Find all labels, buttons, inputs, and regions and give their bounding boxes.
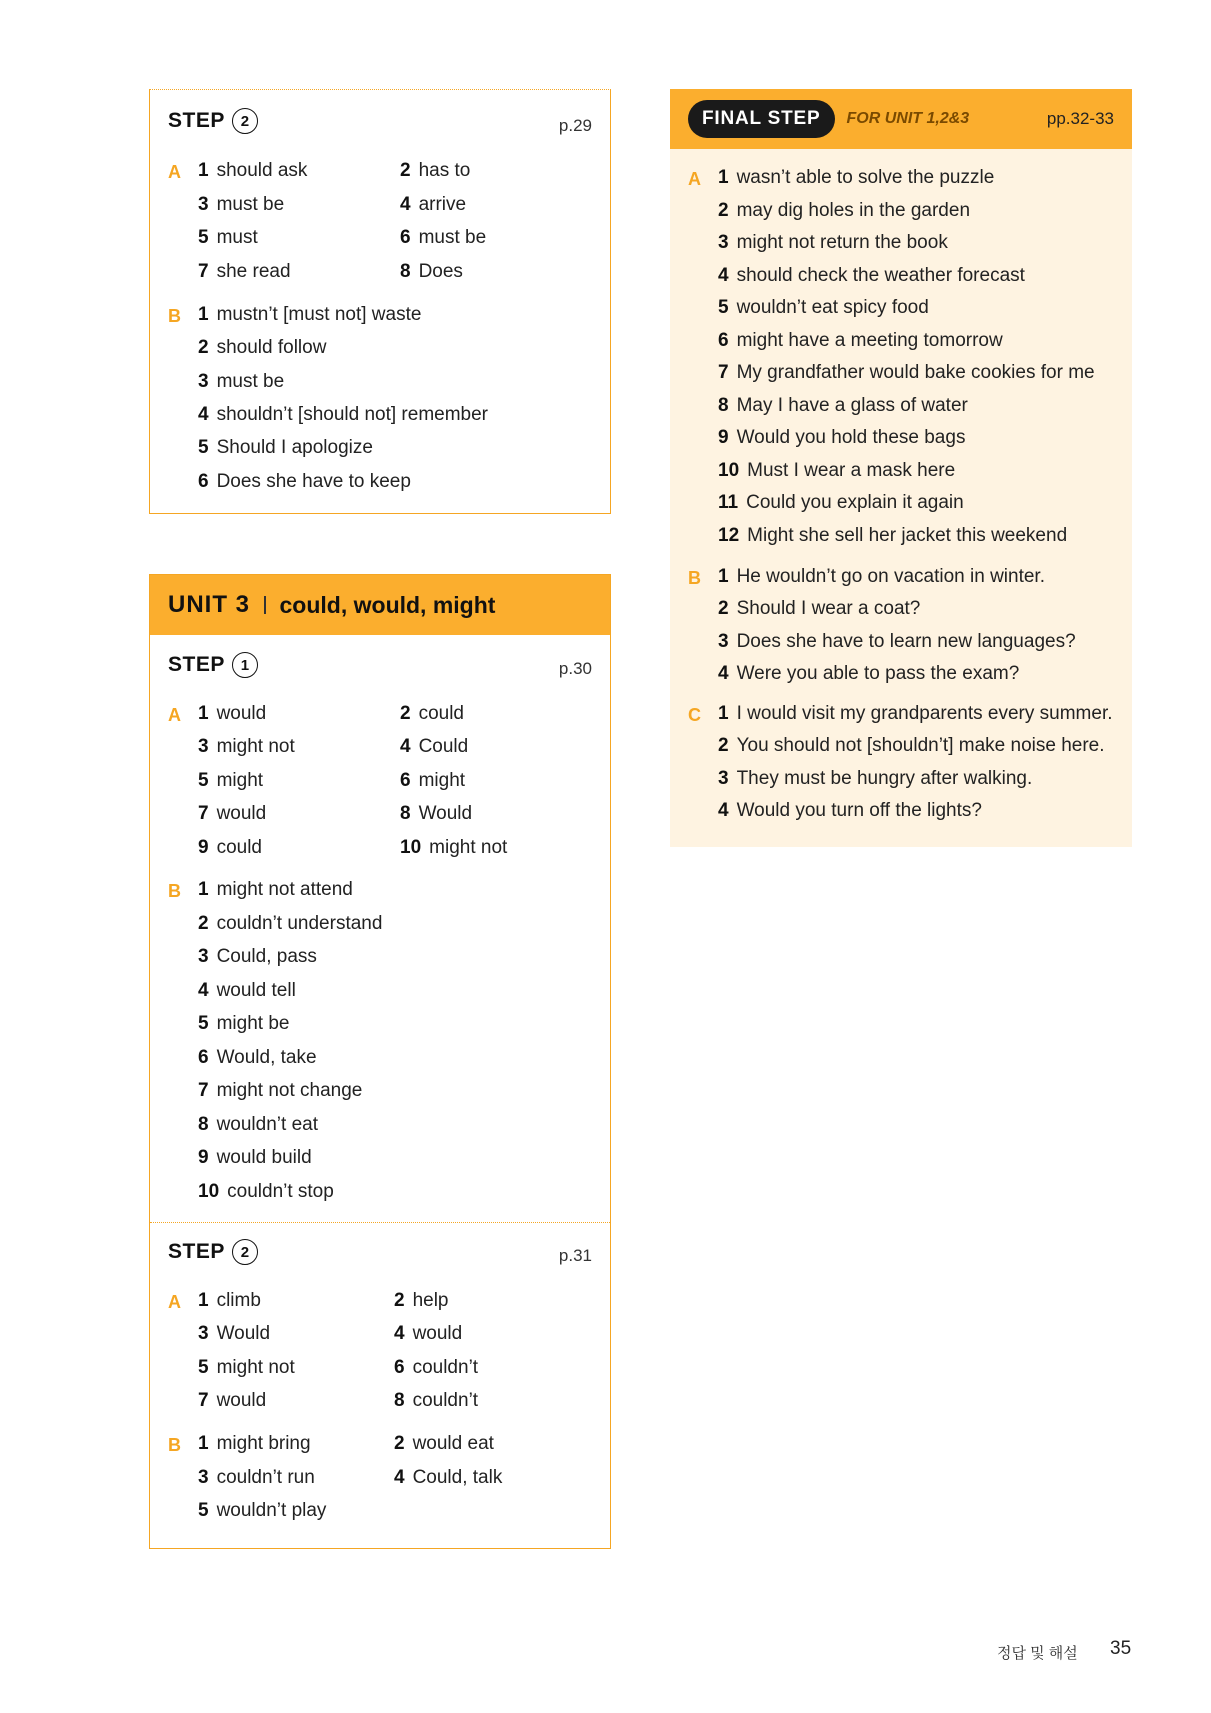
step-heading	[168, 652, 258, 678]
page-reference: pp.32-33	[1046, 109, 1114, 128]
answer-item: 3 might not	[198, 736, 295, 757]
unit-title: UNIT 3	[168, 591, 251, 618]
answer-item: 10 might not	[400, 837, 508, 858]
answer-item: 2 should follow	[198, 337, 327, 358]
answer-item: 5 might be	[198, 1013, 290, 1034]
answer-item: 1 climb	[198, 1290, 261, 1311]
page-reference: p.29	[558, 116, 592, 135]
section-letter-b: B	[168, 306, 181, 326]
page-number: 35	[1110, 1638, 1132, 1659]
step-number-circle: 2	[232, 1239, 258, 1265]
answer-item: 1 should ask	[198, 160, 308, 181]
answer-item: 3 might not return the book	[718, 232, 948, 253]
answer-item: 8 couldn’t	[394, 1390, 479, 1411]
answer-item: 9 could	[198, 837, 262, 858]
page-reference: p.31	[558, 1246, 592, 1265]
step-word: STEP	[168, 1240, 225, 1263]
unit3-header-bar	[150, 575, 610, 635]
section-letter-b: B	[168, 881, 181, 901]
final-step-header-bar	[670, 89, 1132, 149]
answer-item: 2 help	[394, 1290, 449, 1311]
answer-item: 12 Might she sell her jacket this weekend	[718, 525, 1068, 546]
answer-item: 4 shouldn’t [should not] remember	[198, 404, 489, 425]
answer-item: 2 may dig holes in the garden	[718, 200, 971, 221]
answer-item: 4 would tell	[198, 980, 296, 1001]
answer-item: 4 Could, talk	[394, 1467, 503, 1488]
section-divider	[150, 1222, 610, 1223]
answer-item: 9 Would you hold these bags	[718, 427, 966, 448]
answer-item: 3 must be	[198, 371, 285, 392]
answer-item: 4 Would you turn off the lights?	[718, 800, 982, 821]
answer-item: 8 Does	[400, 261, 463, 282]
answer-item: 6 must be	[400, 227, 487, 248]
answer-item: 4 Could	[400, 736, 469, 757]
section-letter-a: A	[168, 1292, 181, 1312]
section-letter-a: A	[168, 705, 181, 725]
final-step-box	[670, 89, 1132, 847]
answer-item: 6 Would, take	[198, 1047, 317, 1068]
answer-item: 1 wasn’t able to solve the puzzle	[718, 167, 995, 188]
answer-item: 8 May I have a glass of water	[718, 395, 968, 416]
section-letter-b: B	[688, 568, 701, 588]
answer-item: 6 might	[400, 770, 466, 791]
answer-item: 3 Does she have to learn new languages?	[718, 631, 1076, 652]
answer-item: 5 must	[198, 227, 258, 248]
answer-item: 7 might not change	[198, 1080, 363, 1101]
answer-item: 6 couldn’t	[394, 1357, 479, 1378]
step-heading	[168, 108, 258, 134]
answer-item: 3 Would	[198, 1323, 271, 1344]
answer-item: 8 Would	[400, 803, 473, 824]
step-number-circle: 1	[232, 652, 258, 678]
answer-item: 1 might not attend	[198, 879, 353, 900]
answer-item: 7 My grandfather would bake cookies for me	[718, 362, 1095, 383]
answer-item: 5 wouldn’t eat spicy food	[718, 297, 929, 318]
step-word: STEP	[168, 109, 225, 132]
answer-item: 4 arrive	[400, 194, 467, 215]
final-step-units: FOR UNIT 1,2&3	[846, 110, 970, 127]
answer-item: 6 might have a meeting tomorrow	[718, 330, 1003, 351]
answer-item: 1 I would visit my grandparents every summer.	[718, 703, 1113, 724]
section-letter-c: C	[688, 705, 701, 725]
answer-item: 3 Could, pass	[198, 946, 317, 967]
answer-item: 1 He wouldn’t go on vacation in winter.	[718, 566, 1045, 587]
answer-item: 5 Should I apologize	[198, 437, 373, 458]
answer-item: 1 mustn’t [must not] waste	[198, 304, 422, 325]
answer-item: 2 Should I wear a coat?	[718, 598, 921, 619]
answer-item: 3 must be	[198, 194, 285, 215]
answer-item: 2 would eat	[394, 1433, 494, 1454]
section-letter-b: B	[168, 1435, 181, 1455]
answer-item: 2 could	[400, 703, 464, 724]
step-heading	[168, 1239, 258, 1265]
answer-item: 5 might not	[198, 1357, 295, 1378]
answer-item: 8 wouldn’t eat	[198, 1114, 318, 1135]
answer-item: 4 Were you able to pass the exam?	[718, 663, 1020, 684]
step-number-circle: 2	[232, 108, 258, 134]
answer-item: 5 might	[198, 770, 264, 791]
step2-unit2-box	[149, 89, 611, 514]
answer-item: 1 would	[198, 703, 267, 724]
step-word: STEP	[168, 653, 225, 676]
answer-item: 2 couldn’t understand	[198, 913, 383, 934]
answer-item: 4 should check the weather forecast	[718, 265, 1025, 286]
answer-item: 10 Must I wear a mask here	[718, 460, 956, 481]
section-letter-a: A	[168, 162, 181, 182]
unit3-box	[149, 574, 611, 1549]
page-reference: p.30	[558, 659, 592, 678]
answer-item: 10 couldn’t stop	[198, 1181, 334, 1202]
answer-item: 2 has to	[400, 160, 471, 181]
answer-item: 7 she read	[198, 261, 291, 282]
unit-separator	[264, 596, 266, 614]
answer-item: 4 would	[394, 1323, 463, 1344]
answer-item: 5 wouldn’t play	[198, 1500, 327, 1521]
answer-item: 3 couldn’t run	[198, 1467, 315, 1488]
answer-item: 2 You should not [shouldn’t] make noise here.	[718, 735, 1105, 756]
answer-item: 11 Could you explain it again	[718, 492, 964, 513]
footer-label: 정답 및 해설	[997, 1645, 1078, 1662]
answer-item: 9 would build	[198, 1147, 312, 1168]
answer-item: 7 would	[198, 1390, 267, 1411]
unit-topic: could, would, might	[279, 591, 496, 618]
answer-item: 1 might bring	[198, 1433, 311, 1454]
final-step-pill: FINAL STEP	[688, 100, 835, 138]
answer-item: 3 They must be hungry after walking.	[718, 768, 1033, 789]
answer-item: 7 would	[198, 803, 267, 824]
section-letter-a: A	[688, 169, 701, 189]
answer-item: 6 Does she have to keep	[198, 471, 411, 492]
